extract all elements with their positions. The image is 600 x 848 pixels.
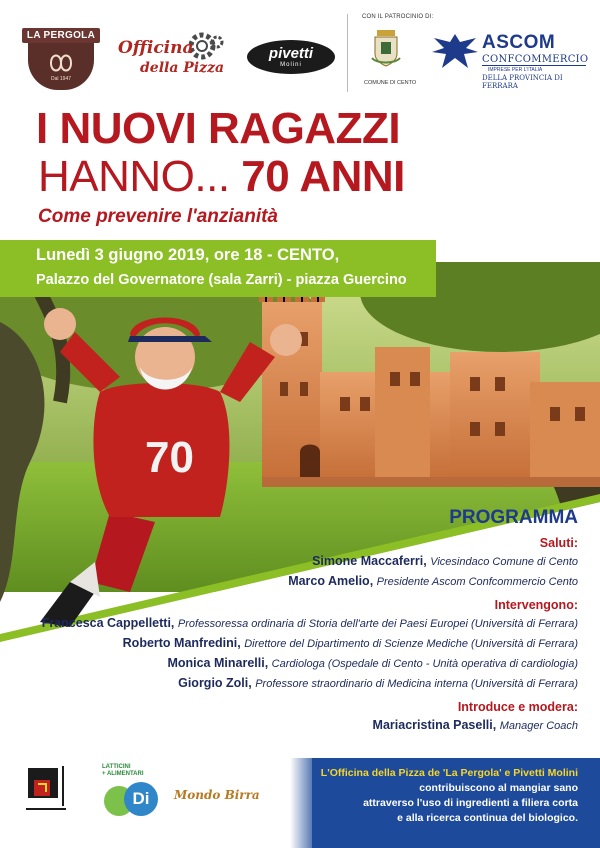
headline-line2-bold: 70 ANNI <box>241 152 405 201</box>
mondo-birra-logo: Mondo Birra <box>174 788 260 802</box>
moderatore-label: Introduce e modera: <box>457 700 578 714</box>
eagle-icon <box>430 30 480 74</box>
ascom-province: DELLA PROVINCIA DI FERRARA <box>482 74 563 90</box>
speaker-role: Manager Coach <box>499 720 578 732</box>
ascom-rule <box>482 65 586 66</box>
saluti-label: Saluti: <box>539 536 578 550</box>
pivetti-sub: Molini <box>280 62 302 68</box>
logo-divider <box>347 14 348 92</box>
cento-label: COMUNE DI CENTO <box>364 80 417 86</box>
ascom-confcommercio: CONFCOMMERCIO <box>482 54 589 65</box>
latticini-di-logo <box>100 760 160 826</box>
latticini-line1: LATTICINI <box>102 764 131 770</box>
headline-line2 <box>38 152 405 202</box>
footer-line4: e alla ricerca continua del biologico. <box>397 812 578 824</box>
pivetti-molini-logo <box>247 40 335 74</box>
footer-line1: L'Officina della Pizza de 'La Pergola' e Pivetti Molini <box>320 767 578 779</box>
speaker-line <box>18 634 578 654</box>
pergola-since: Dal 1947 <box>50 76 71 82</box>
pivetti-name: pivetti <box>268 45 314 62</box>
patrocinio-label: CON IL PATROCINIO DI: <box>362 14 434 20</box>
speaker-role: Professore straordinario di Medicina interna (Università di Ferrara) <box>255 678 578 690</box>
speaker-name: Francesca Cappelletti, <box>41 616 175 630</box>
event-date-band <box>0 240 436 297</box>
pergola-knot-icon <box>46 48 76 78</box>
ascom-logo <box>430 28 590 88</box>
footer-line3: attraverso l'uso di ingredienti a filiera corta <box>363 797 578 809</box>
speaker-line <box>18 552 578 572</box>
headline-subtitle: Come prevenire l'anzianità <box>38 206 278 227</box>
malvasia-logo <box>20 762 80 828</box>
shirt-number: 70 <box>145 433 194 482</box>
speaker-line <box>18 716 578 736</box>
latticini-line2: + ALIMENTARI <box>102 771 144 777</box>
speaker-name: Marco Amelio, <box>288 574 374 588</box>
speaker-name: Mariacristina Paselli, <box>372 718 497 732</box>
officina-della-pizza-logo <box>118 30 228 82</box>
officina-line1: Officina <box>118 38 194 58</box>
speaker-role: Presidente Ascom Confcommercio Cento <box>376 576 578 588</box>
interventi-label: Intervengono: <box>494 598 578 612</box>
footer-line2: contribuiscono al mangiar sano <box>419 782 578 794</box>
footer-message-box <box>312 758 600 848</box>
program-section <box>18 507 578 736</box>
speaker-line <box>18 572 578 592</box>
speaker-role: Cardiologa (Ospedale di Cento - Unità operativa di cardiologia) <box>271 658 578 670</box>
event-place: Palazzo del Governatore (sala Zarri) - piazza Guercino <box>36 272 407 288</box>
speaker-name: Simone Maccaferri, <box>312 554 427 568</box>
speaker-name: Roberto Manfredini, <box>122 636 241 650</box>
ascom-name: ASCOM <box>482 32 556 53</box>
footer-message <box>308 766 578 826</box>
event-date: Lunedì 3 giugno 2019, ore 18 - CENTO, <box>36 246 340 264</box>
malvasia-mark-icon <box>20 762 80 828</box>
speaker-name: Giorgio Zoli, <box>178 676 252 690</box>
speaker-line <box>18 614 578 634</box>
cento-crest-icon <box>371 28 401 68</box>
la-pergola-logo <box>22 26 100 92</box>
ascom-tagline: IMPRESE PER L'ITALIA <box>488 67 543 73</box>
speaker-line <box>18 674 578 694</box>
program-title: PROGRAMMA <box>449 507 578 528</box>
pergola-name: LA PERGOLA <box>22 28 100 43</box>
sponsor-logos-header <box>0 0 600 100</box>
speaker-line <box>18 654 578 674</box>
speaker-role: Professoressa ordinaria di Storia dell'arte dei Paesi Europei (Università di Ferrara) <box>177 618 578 630</box>
speaker-name: Monica Minarelli, <box>167 656 269 670</box>
speaker-role: Vicesindaco Comune di Cento <box>430 556 578 568</box>
latticini-badge: Di <box>124 782 158 816</box>
officina-line2: della Pizza <box>140 60 225 76</box>
speaker-role: Direttore del Dipartimento di Scienze Mediche (Università di Ferrara) <box>244 638 578 650</box>
headline-line1: I NUOVI RAGAZZI <box>36 104 401 153</box>
headline-line2-pre: HANNO... <box>38 152 242 201</box>
